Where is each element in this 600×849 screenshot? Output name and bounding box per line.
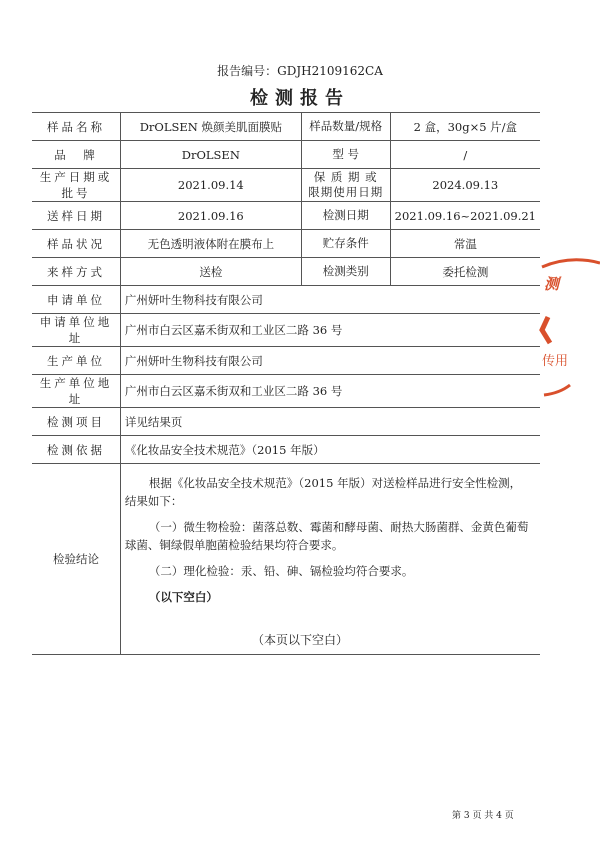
table-row xyxy=(32,258,540,286)
field-value: 委托检测 xyxy=(390,258,540,286)
table-row xyxy=(32,141,540,169)
field-label: 来样方式 xyxy=(32,258,120,286)
table-row xyxy=(32,286,540,314)
field-value: 广州妍叶生物科技有限公司 xyxy=(120,347,540,375)
field-value: 《化妆品安全技术规范》（2015 年版） xyxy=(120,436,540,464)
svg-text:测: 测 xyxy=(544,275,560,293)
conclusion-paragraph: 根据《化妆品安全技术规范》（2015 年版）对送检样品进行安全性检测，结果如下： xyxy=(124,476,522,508)
field-label: 申请单位地址 xyxy=(32,314,120,347)
field-value: 广州市白云区嘉禾街双和工业区二路 36 号 xyxy=(120,314,540,347)
field-label: 生产单位地址 xyxy=(32,375,120,408)
field-label: 检测依据 xyxy=(32,436,120,464)
field-value: 2021.09.16~2021.09.21 xyxy=(390,202,540,230)
field-label: 样品名称 xyxy=(32,113,120,141)
field-value: / xyxy=(390,141,540,169)
table-row xyxy=(32,314,540,347)
field-label: 检测项目 xyxy=(32,408,120,436)
table-row xyxy=(32,375,540,408)
page-number: 第 3 页 共 4 页 xyxy=(452,811,514,821)
field-value: 2024.09.13 xyxy=(390,169,540,202)
conclusion-paragraph: （一）微生物检验：菌落总数、霉菌和酵母菌、耐热大肠菌群、金黄色葡萄球菌、铜绿假单胞菌检验结果均符合要求。 xyxy=(124,520,529,552)
table-row xyxy=(32,347,540,375)
field-label: 贮存条件 xyxy=(301,230,390,258)
field-value: DrOLSEN xyxy=(120,141,301,169)
svg-text:传用: 传用 xyxy=(542,354,569,369)
field-label: 检测类别 xyxy=(301,258,390,286)
table-row xyxy=(32,113,540,141)
field-label: 保 质 期 或 限期使用日期 xyxy=(301,169,390,202)
field-label: 检测日期 xyxy=(301,202,390,230)
field-label: 样品状况 xyxy=(32,230,120,258)
field-label: 申请单位 xyxy=(32,286,120,314)
field-value: 送检 xyxy=(120,258,301,286)
field-value: 2021.09.14 xyxy=(120,169,301,202)
field-label: 送样日期 xyxy=(32,202,120,230)
blank-note: （本页以下空白） xyxy=(251,633,348,647)
seal-stamp xyxy=(530,255,600,415)
conclusion-paragraph: （二）理化检验：汞、铅、砷、镉检验均符合要求。 xyxy=(148,564,414,578)
field-value: 广州妍叶生物科技有限公司 xyxy=(120,286,540,314)
field-value: DrOLSEN 焕颜美肌面膜贴 xyxy=(120,113,301,141)
report-title: 检测报告 xyxy=(250,88,350,109)
field-label: 样品数量/规格 xyxy=(301,113,390,141)
conclusion-paragraph: （以下空白） xyxy=(148,590,218,604)
field-value: 详见结果页 xyxy=(120,408,540,436)
field-value: 常温 xyxy=(390,230,540,258)
field-value: 无色透明液体附在膜布上 xyxy=(120,230,301,258)
field-label: 生产日期或批号 xyxy=(32,169,120,202)
field-value: 2021.09.16 xyxy=(120,202,301,230)
report-table xyxy=(32,112,540,655)
field-value: 广州市白云区嘉禾街双和工业区二路 36 号 xyxy=(120,375,540,408)
field-label: 品 牌 xyxy=(32,141,120,169)
table-row xyxy=(32,230,540,258)
field-label: 生产单位 xyxy=(32,347,120,375)
field-label: 检验结论 xyxy=(32,464,120,655)
table-row xyxy=(32,408,540,436)
table-row xyxy=(32,202,540,230)
conclusion-row xyxy=(32,464,540,655)
conclusion-text xyxy=(120,464,540,655)
field-value: 2 盒，30g×5 片/盒 xyxy=(390,113,540,141)
field-label: 型 号 xyxy=(301,141,390,169)
table-row xyxy=(32,436,540,464)
report-number: 报告编号：GDJH2109162CA xyxy=(217,64,383,78)
table-row xyxy=(32,169,540,202)
